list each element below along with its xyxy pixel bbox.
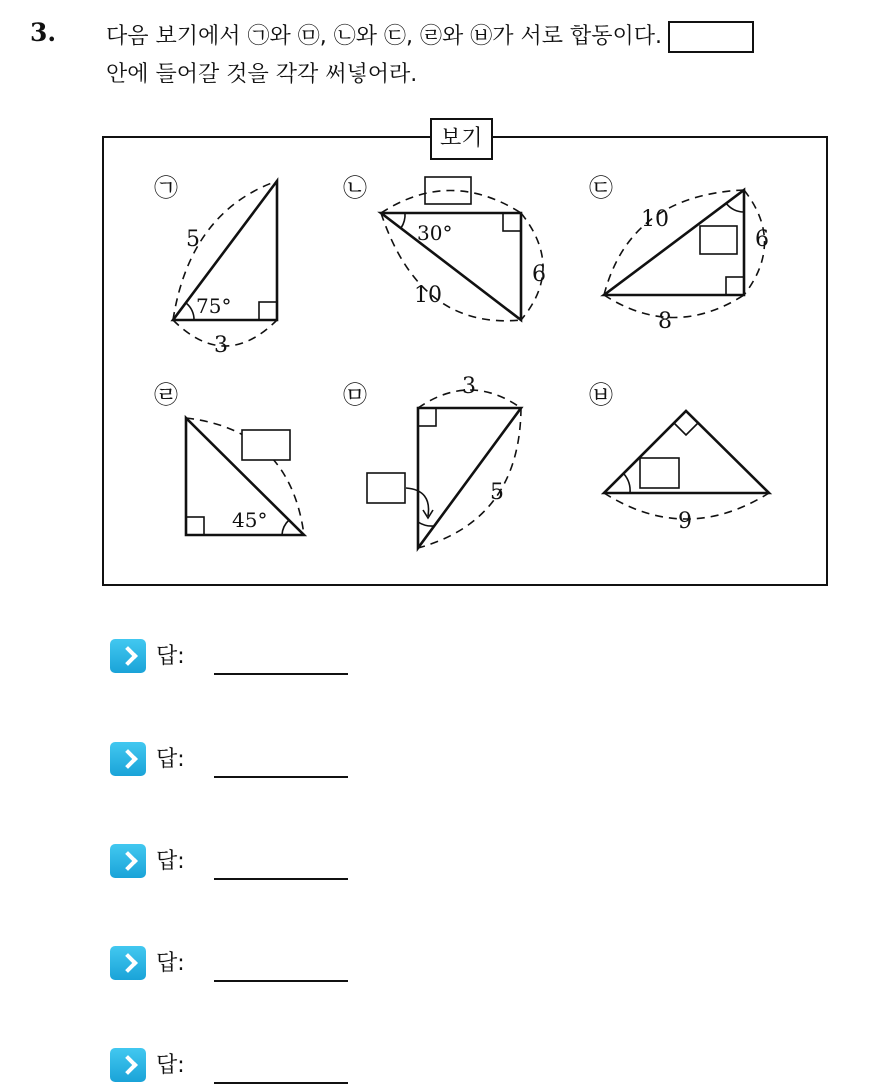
angle-arc <box>726 203 744 212</box>
label-e-hyp: 5 <box>490 480 504 505</box>
label-e-top: 3 <box>462 374 476 399</box>
figure-e <box>367 390 521 548</box>
question-line-2: 안에 들어갈 것을 각각 써넣어라. <box>106 62 418 87</box>
label-c-base: 8 <box>658 309 672 334</box>
angle-arc <box>186 303 194 320</box>
label-a-hyp: 5 <box>186 227 200 252</box>
figure-b <box>381 177 543 321</box>
label-b-hyp: 10 <box>414 283 442 308</box>
label-c-side: 6 <box>755 227 769 252</box>
right-angle-mark <box>674 423 698 435</box>
question-line-1: 다음 보기에서 ㉠와 ㉤, ㉡와 ㉢, ㉣와 ㉥가 서로 합동이다. <box>106 24 662 49</box>
label-f-base: 9 <box>678 509 692 534</box>
figure-f <box>604 411 769 519</box>
blank-box <box>367 473 405 503</box>
triangle-e <box>418 408 521 548</box>
figure-c <box>604 190 765 318</box>
chevron-right-icon <box>110 946 146 980</box>
label-b-side: 6 <box>532 262 546 287</box>
label-a-angle: 75° <box>196 294 232 318</box>
answer-label: 답: <box>156 951 185 976</box>
figure-a <box>173 181 277 346</box>
marker-e: ㉤ <box>343 381 367 409</box>
label-b-angle: 30° <box>417 221 453 245</box>
angle-arc <box>418 522 434 526</box>
right-angle-mark <box>259 302 277 320</box>
blank-box <box>640 458 679 488</box>
angle-arc <box>282 520 289 535</box>
label-c-hyp: 10 <box>641 207 669 232</box>
label-a-base: 3 <box>214 333 228 358</box>
chevron-right-icon <box>110 742 146 776</box>
dashed-arc <box>604 295 744 318</box>
answer-blank-line[interactable] <box>214 878 348 880</box>
answer-label: 답: <box>156 849 185 874</box>
marker-c: ㉢ <box>589 174 613 202</box>
right-angle-mark <box>503 213 521 231</box>
answer-blank-line[interactable] <box>214 1082 348 1084</box>
answer-label: 답: <box>156 644 185 669</box>
angle-arc <box>401 213 405 228</box>
answer-label: 답: <box>156 1053 185 1078</box>
angle-arc <box>624 474 630 493</box>
chevron-right-icon <box>110 639 146 673</box>
blank-box <box>700 226 737 254</box>
right-angle-mark <box>186 517 204 535</box>
answer-blank-line[interactable] <box>214 673 348 675</box>
bogi-label: 보기 <box>430 118 493 160</box>
dashed-arc <box>381 191 521 214</box>
right-angle-mark <box>418 408 436 426</box>
marker-d: ㉣ <box>154 381 178 409</box>
label-d-angle: 45° <box>232 508 268 532</box>
marker-a: ㉠ <box>154 174 178 202</box>
marker-b: ㉡ <box>343 174 367 202</box>
answer-blank-line[interactable] <box>214 980 348 982</box>
answer-label: 답: <box>156 747 185 772</box>
blank-box <box>242 430 290 460</box>
answer-blank-line[interactable] <box>214 776 348 778</box>
chevron-right-icon <box>110 1048 146 1082</box>
marker-f: ㉥ <box>589 381 613 409</box>
right-angle-mark <box>726 277 744 295</box>
question-number: 3. <box>30 18 57 47</box>
chevron-right-icon <box>110 844 146 878</box>
